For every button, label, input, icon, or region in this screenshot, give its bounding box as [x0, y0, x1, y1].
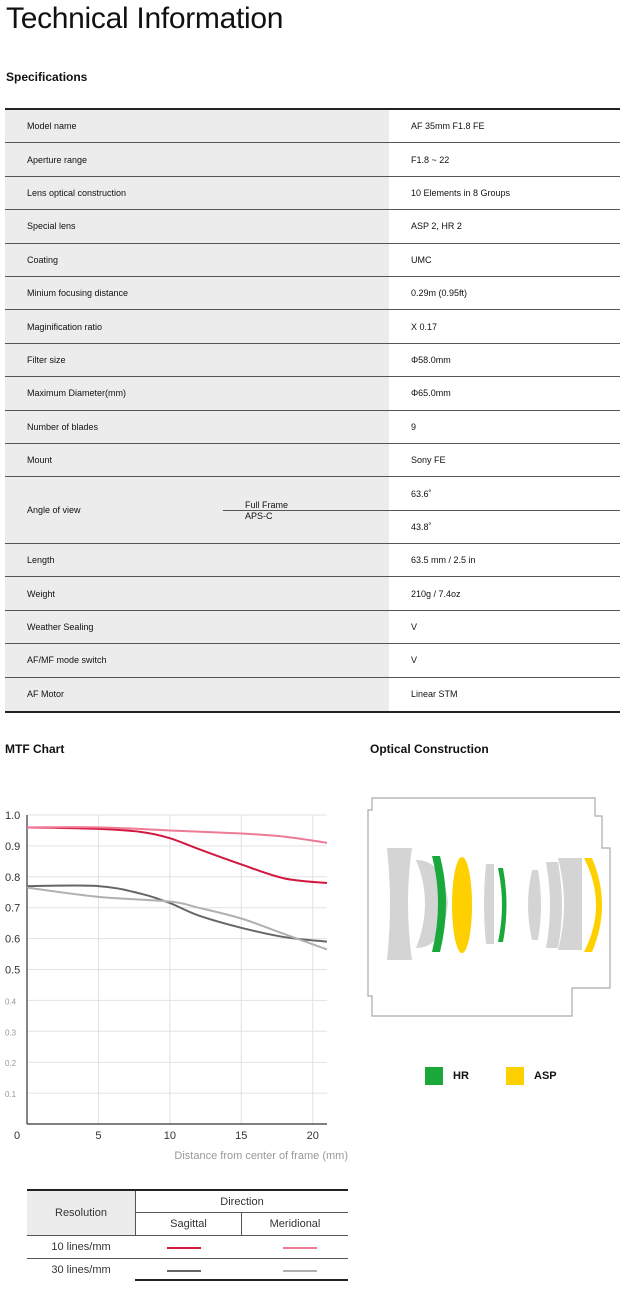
mtf-chart-heading: MTF Chart: [5, 742, 65, 756]
mtf-series-line-3: [27, 888, 327, 950]
spec-row: [5, 244, 620, 277]
legend-row-label: 30 lines/mm: [27, 1259, 135, 1281]
y-tick-label: 0.7: [5, 902, 21, 915]
hr-legend-label: HR: [453, 1070, 469, 1082]
hr-legend: [425, 1067, 469, 1085]
meridional-30-swatch: [283, 1270, 317, 1272]
spec-label: Weight: [5, 577, 389, 609]
spec-value: 63.5 mm / 2.5 in: [389, 544, 620, 576]
asp-lens-element: [452, 857, 472, 953]
hr-lens-element: [498, 868, 507, 942]
spec-label: Special lens: [5, 210, 389, 242]
mtf-legend-table: [27, 1189, 348, 1281]
sagittal-30-swatch: [167, 1270, 201, 1272]
spec-row: [5, 611, 620, 644]
y-tick-label: 0.3: [5, 1028, 17, 1038]
spec-label: Coating: [5, 244, 389, 276]
spec-value: Sony FE: [389, 444, 620, 476]
mtf-chart: [0, 800, 355, 1168]
spec-row: [5, 678, 620, 711]
asp-legend-label: ASP: [534, 1070, 557, 1082]
meridional-header: Meridional: [241, 1213, 348, 1235]
legend-row-30: [27, 1258, 348, 1281]
legend-row-10: [27, 1235, 348, 1258]
spec-label: Maximum Diameter(mm): [5, 377, 389, 409]
lens-element: [484, 864, 494, 944]
spec-label: AF/MF mode switch: [5, 644, 389, 676]
lens-element: [387, 848, 412, 960]
y-tick-label: 0.5: [5, 964, 21, 977]
y-tick-label: 0.4: [5, 997, 17, 1007]
x-tick-label: 0: [13, 1130, 21, 1142]
spec-value: 210g / 7.4oz: [389, 577, 620, 609]
sagittal-10-swatch: [167, 1247, 201, 1249]
spec-row: [5, 177, 620, 210]
spec-row: [5, 377, 620, 410]
specifications-heading: Specifications: [6, 70, 88, 84]
spec-value: 10 Elements in 8 Groups: [389, 177, 620, 209]
y-tick-label: 0.9: [5, 840, 21, 853]
spec-value: V: [389, 644, 620, 676]
spec-label: Lens optical construction: [5, 177, 389, 209]
full-frame-label: Full Frame: [223, 500, 389, 511]
spec-label: Mount: [5, 444, 389, 476]
spec-value: AF 35mm F1.8 FE: [389, 110, 620, 142]
x-tick-label: 5: [95, 1130, 102, 1142]
specifications-table: [5, 108, 620, 713]
angle-label-cell: [5, 477, 389, 543]
spec-label: Length: [5, 544, 389, 576]
asp-lens-element: [584, 858, 602, 952]
page-title: Technical Information: [6, 2, 284, 35]
spec-value: F1.8 ~ 22: [389, 143, 620, 175]
spec-label: Aperture range: [5, 143, 389, 175]
y-tick-label: 0.1: [5, 1090, 17, 1100]
resolution-header: Resolution: [27, 1191, 135, 1235]
spec-row: [5, 110, 620, 143]
full-frame-value: 63.6˚: [389, 477, 620, 510]
lens-element: [528, 870, 541, 940]
y-tick-label: 0.2: [5, 1059, 17, 1069]
apsc-label: APS-C: [245, 510, 273, 521]
spec-label: AF Motor: [5, 678, 389, 711]
optical-construction-heading: Optical Construction: [370, 742, 489, 756]
asp-swatch: [506, 1067, 524, 1085]
y-tick-label: 1.0: [5, 810, 21, 822]
y-tick-label: 0.6: [5, 933, 21, 946]
spec-value: 0.29m (0.95ft): [389, 277, 620, 309]
spec-row: [5, 277, 620, 310]
spec-label: Maginification ratio: [5, 310, 389, 342]
apsc-value: 43.8˚: [411, 521, 432, 532]
spec-row: [5, 544, 620, 577]
spec-row: [5, 344, 620, 377]
angle-values: [389, 477, 620, 543]
spec-value: 9: [389, 411, 620, 443]
spec-value: Φ58.0mm: [389, 344, 620, 376]
x-tick-label: 20: [306, 1130, 319, 1142]
spec-row: [5, 310, 620, 343]
meridional-10-swatch: [283, 1247, 317, 1249]
hr-swatch: [425, 1067, 443, 1085]
x-tick-label: 10: [163, 1130, 176, 1142]
spec-value: UMC: [389, 244, 620, 276]
spec-value: Φ65.0mm: [389, 377, 620, 409]
spec-row: [5, 444, 620, 477]
spec-row: [5, 644, 620, 677]
sagittal-header: Sagittal: [135, 1213, 241, 1235]
angle-sub-labels: [223, 500, 389, 521]
spec-label: Weather Sealing: [5, 611, 389, 643]
x-tick-label: 15: [235, 1130, 248, 1142]
direction-header: Direction: [135, 1191, 348, 1213]
spec-label: Angle of view: [27, 505, 81, 516]
spec-row-angle-of-view: [5, 477, 620, 544]
spec-row: [5, 143, 620, 176]
spec-label: Model name: [5, 110, 389, 142]
spec-value: V: [389, 611, 620, 643]
asp-legend: [506, 1067, 557, 1085]
spec-value: ASP 2, HR 2: [389, 210, 620, 242]
spec-label: Filter size: [5, 344, 389, 376]
spec-value: X 0.17: [389, 310, 620, 342]
mtf-grid: [27, 815, 327, 1124]
y-tick-label: 0.8: [5, 871, 21, 884]
spec-row: [5, 577, 620, 610]
spec-label: Minium focusing distance: [5, 277, 389, 309]
spec-row: [5, 411, 620, 444]
spec-value: Linear STM: [389, 678, 620, 711]
spec-label: Number of blades: [5, 411, 389, 443]
legend-row-label: 10 lines/mm: [27, 1236, 135, 1258]
spec-row: [5, 210, 620, 243]
mtf-x-axis-title: Distance from center of frame (mm): [174, 1150, 348, 1162]
mtf-tick-labels: [5, 810, 319, 1142]
optical-construction-diagram: [360, 788, 620, 1028]
lens-element: [546, 862, 562, 948]
